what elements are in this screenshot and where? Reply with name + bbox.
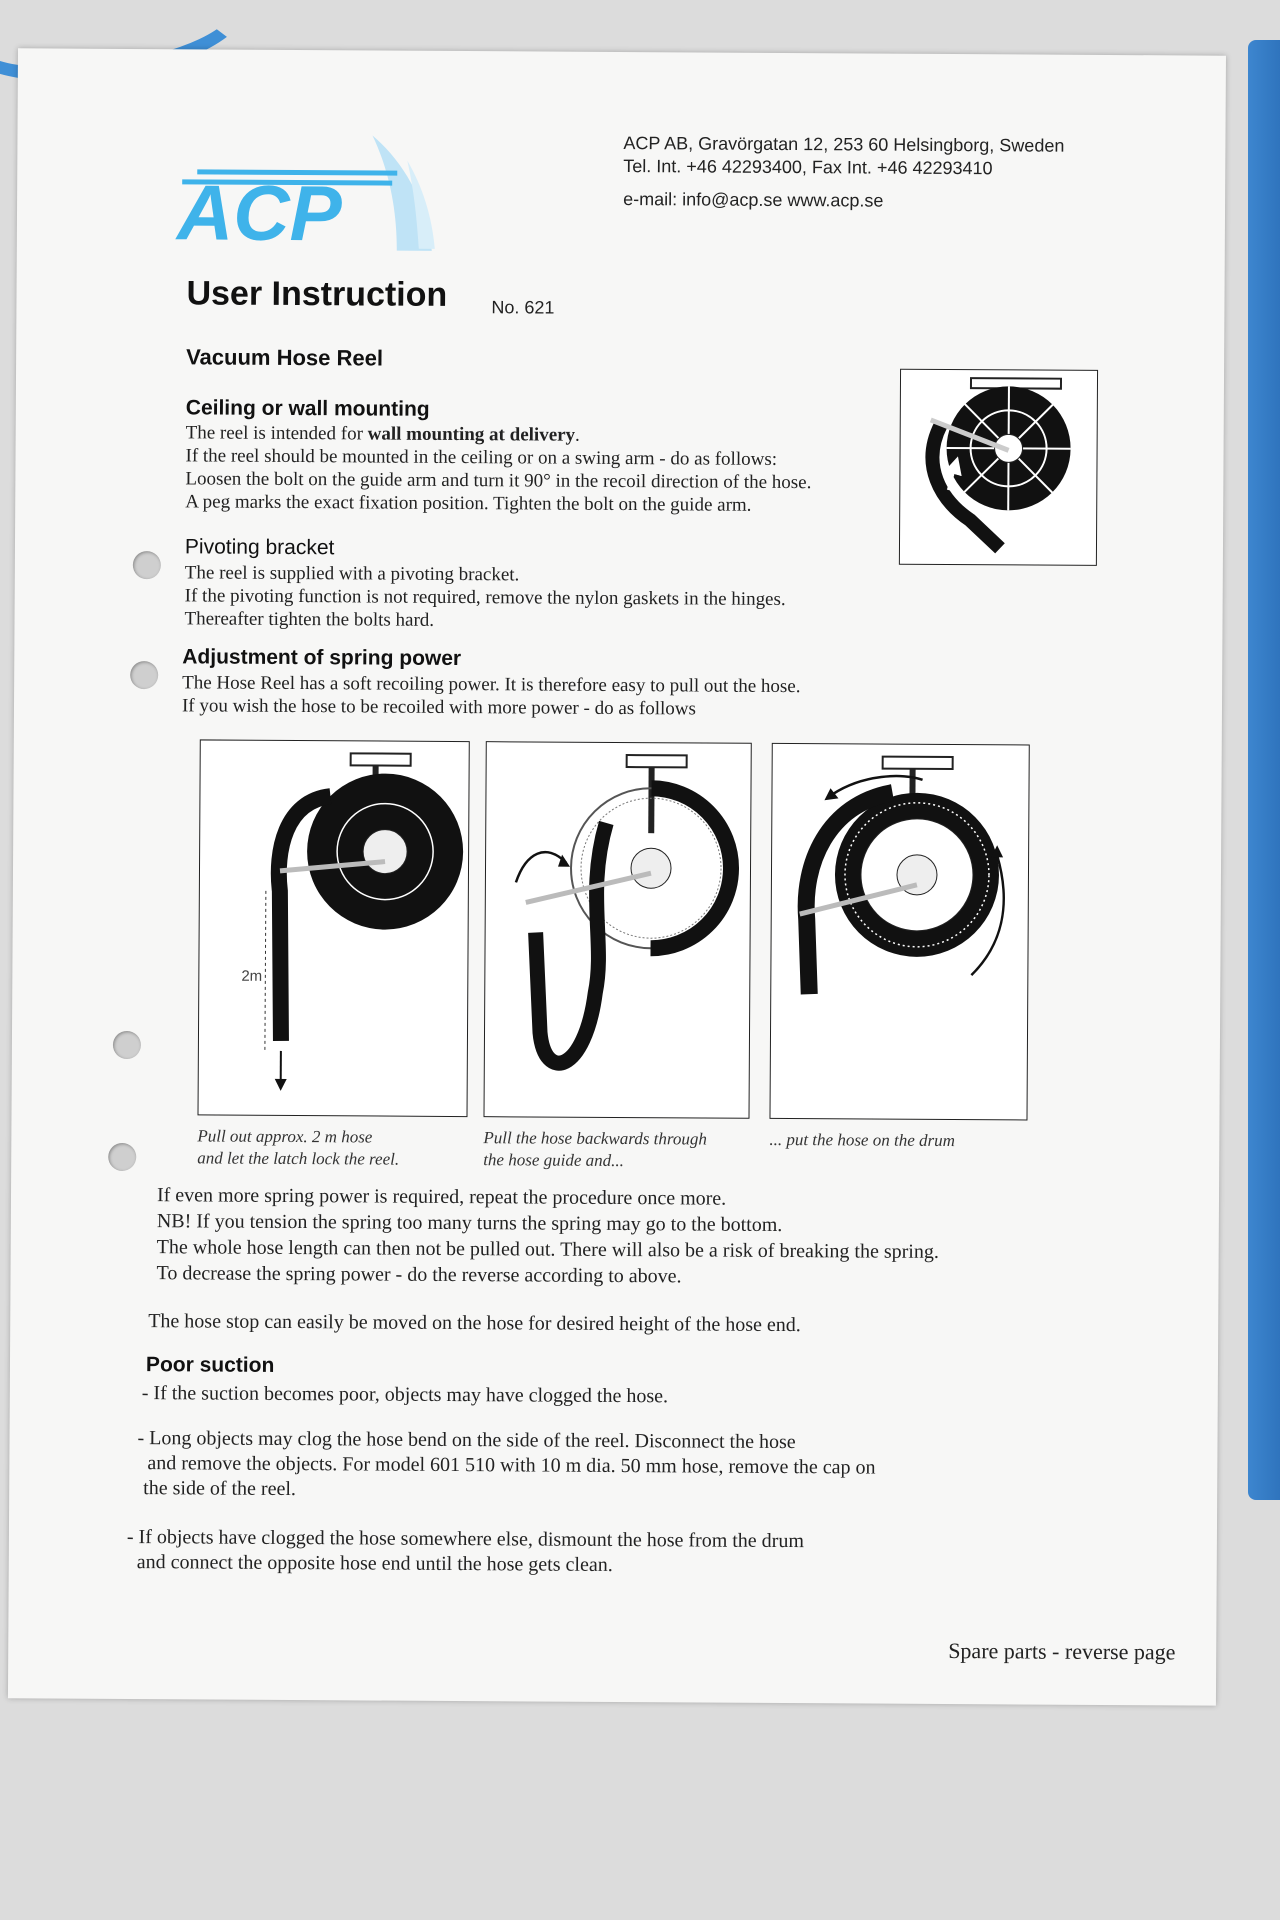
acp-logo bbox=[157, 129, 478, 261]
suction-item-2: - Long objects may clog the hose bend on the side of the reel. Disconnect the hose and remove the objects. For model 601 510 with 10 m dia. 50 mm hose, remove the cap on the side of the reel. bbox=[137, 1427, 876, 1501]
instruction-sheet bbox=[8, 48, 1226, 1705]
pivoting-line-3: Thereafter tighten the bolts hard. bbox=[184, 608, 435, 631]
figure-pull-out-hose bbox=[197, 739, 469, 1117]
hose-stop-text: The hose stop can easily be moved on the hose for desired height of the hose end. bbox=[148, 1310, 801, 1337]
background-blue-tray bbox=[1248, 40, 1280, 1500]
product-name: Vacuum Hose Reel bbox=[186, 344, 384, 371]
suction-item-1: - If the suction becomes poor, objects may have clogged the hose. bbox=[141, 1382, 669, 1408]
caption-2: Pull the hose backwards through the hose guide and... bbox=[483, 1128, 707, 1171]
pivoting-heading: Pivoting bracket bbox=[184, 535, 335, 560]
email-web-line: e-mail: info@acp.se www.acp.se bbox=[623, 189, 884, 211]
spring-heading: Adjustment of spring power bbox=[182, 645, 462, 671]
address-line-1: ACP AB, Gravörgatan 12, 253 60 Helsingborg, Sweden bbox=[623, 133, 1065, 156]
measure-label: 2m bbox=[241, 967, 263, 985]
company-address bbox=[623, 132, 1064, 214]
spring-line-1: The Hose Reel has a soft recoiling power. It is therefore easy to pull out the hose. bbox=[182, 672, 801, 698]
spring-line-2: If you wish the hose to be recoiled with more power - do as follows bbox=[181, 695, 696, 720]
suction-item-3: - If objects have clogged the hose somewhere else, dismount the hose from the drum and connect the opposite hose end until the hose gets clean. bbox=[126, 1526, 805, 1576]
punch-hole bbox=[108, 1143, 136, 1171]
suction-heading: Poor suction bbox=[145, 1353, 275, 1377]
more-power-text bbox=[156, 1182, 1117, 1292]
ceiling-line-1: The reel is intended for wall mounting at delivery. bbox=[185, 422, 580, 446]
document-title: User Instruction bbox=[186, 274, 448, 314]
punch-hole bbox=[133, 551, 161, 579]
ceiling-line-3: Loosen the bolt on the guide arm and turn it 90° in the recoil direction of the hose. bbox=[185, 468, 812, 494]
more-line-1: If even more spring power is required, repeat the procedure once more. bbox=[156, 1184, 727, 1210]
figure-pull-hose-backwards bbox=[483, 741, 751, 1119]
footer-note: Spare parts - reverse page bbox=[948, 1638, 1176, 1665]
more-line-4: To decrease the spring power - do the reverse according to above. bbox=[156, 1262, 682, 1288]
punch-hole bbox=[130, 661, 158, 689]
ceiling-heading: Ceiling or wall mounting bbox=[185, 396, 430, 421]
address-line-2: Tel. Int. +46 42293400, Fax Int. +46 42293410 bbox=[623, 156, 993, 179]
spring-text bbox=[182, 671, 982, 722]
more-line-2: NB! If you tension the spring too many turns the spring may go to the bottom. bbox=[156, 1210, 783, 1237]
ceiling-line-2: If the reel should be mounted in the ceiling or on a swing arm - do as follows: bbox=[185, 445, 778, 470]
figure-put-hose-on-drum bbox=[769, 743, 1029, 1121]
caption-1: Pull out approx. 2 m hose and let the latch lock the reel. bbox=[197, 1126, 400, 1169]
more-line-3: The whole hose length can then not be pulled out. There will also be a risk of breaking the spring. bbox=[156, 1236, 939, 1263]
pivoting-line-2: If the pivoting function is not required, remove the nylon gaskets in the hinges. bbox=[184, 585, 786, 611]
document-number: No. 621 bbox=[491, 297, 555, 318]
caption-3: ... put the hose on the drum bbox=[769, 1129, 955, 1151]
punch-hole bbox=[113, 1031, 141, 1059]
ceiling-mount-figure bbox=[899, 369, 1098, 566]
pivoting-text bbox=[184, 561, 944, 635]
ceiling-text bbox=[185, 421, 926, 518]
logo-text: ACP bbox=[176, 168, 342, 258]
ceiling-line-4: A peg marks the exact fixation position. Tighten the bolt on the guide arm. bbox=[185, 491, 752, 516]
pivoting-line-1: The reel is supplied with a pivoting bracket. bbox=[184, 562, 520, 586]
